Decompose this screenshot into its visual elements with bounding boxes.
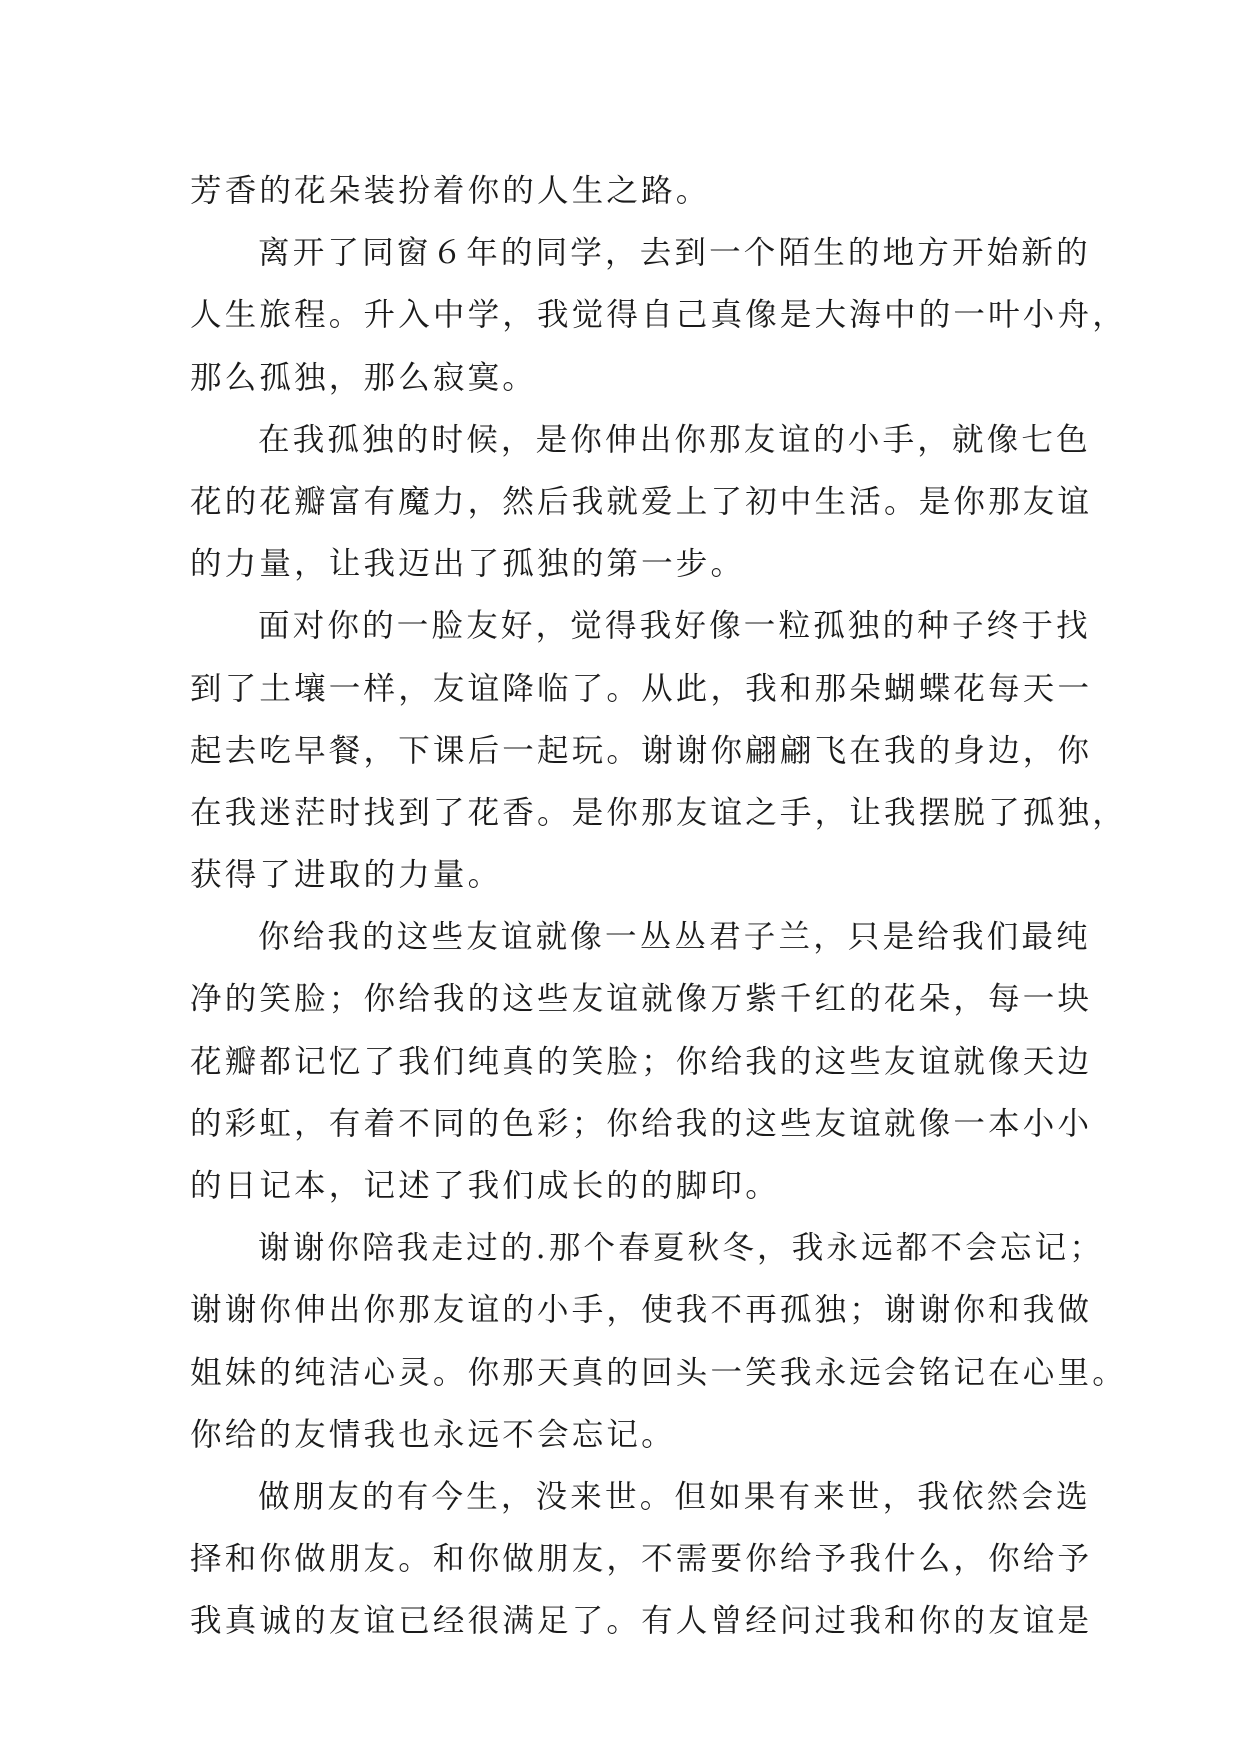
text-line: 的日记本，记述了我们成长的的脚印。 — [190, 1168, 780, 1204]
text-line: 的彩虹，有着不同的色彩；你给我的这些友谊就像一本小小 — [190, 1105, 1093, 1142]
text-line: 择和你做朋友。和你做朋友，不需要你给予我什么，你给予 — [190, 1541, 1093, 1578]
text-line: 你给我的这些友谊就像一丛丛君子兰，只是给我们最纯 — [258, 919, 1091, 956]
text-line: 离开了同窗６年的同学，去到一个陌生的地方开始新的 — [258, 235, 1091, 272]
text-line: 芳香的花朵装扮着你的人生之路。 — [190, 173, 711, 209]
text-line: 谢谢你伸出你那友谊的小手，使我不再孤独；谢谢你和我做 — [190, 1292, 1093, 1329]
text-line: 你给的友情我也永远不会忘记。 — [190, 1416, 676, 1453]
body-text — [190, 160, 1127, 1653]
text-line: 到了土壤一样，友谊降临了。从此，我和那朵蝴蝶花每天一 — [190, 670, 1093, 707]
text-line: 谢谢你陪我走过的.那个春夏秋冬，我永远都不会忘记； — [258, 1230, 1105, 1267]
text-line: 获得了进取的力量。 — [190, 857, 503, 894]
text-line: 在我孤独的时候，是你伸出你那友谊的小手，就像七色 — [258, 421, 1091, 458]
text-line: 在我迷茫时找到了花香。是你那友谊之手，让我摆脱了孤独， — [190, 794, 1127, 831]
text-line: 做朋友的有今生，没来世。但如果有来世，我依然会选 — [258, 1478, 1091, 1515]
text-line: 的力量，让我迈出了孤独的第一步。 — [190, 546, 746, 583]
text-line: 起去吃早餐，下课后一起玩。谢谢你翩翩飞在我的身边，你 — [190, 732, 1093, 769]
text-line: 那么孤独，那么寂寞。 — [190, 359, 538, 396]
text-line: 人生旅程。升入中学，我觉得自己真像是大海中的一叶小舟， — [190, 297, 1127, 334]
text-line: 面对你的一脸友好，觉得我好像一粒孤独的种子终于找 — [258, 608, 1091, 645]
text-line: 我真诚的友谊已经很满足了。有人曾经问过我和你的友谊是 — [190, 1603, 1093, 1640]
text-line: 花的花瓣富有魔力，然后我就爱上了初中生活。是你那友谊 — [190, 483, 1093, 520]
text-line: 净的笑脸；你给我的这些友谊就像万紫千红的花朵，每一块 — [190, 981, 1093, 1018]
text-line: 花瓣都记忆了我们纯真的笑脸；你给我的这些友谊就像天边 — [190, 1043, 1093, 1080]
text-line: 姐妹的纯洁心灵。你那天真的回头一笑我永远会铭记在心里。 — [190, 1354, 1127, 1391]
